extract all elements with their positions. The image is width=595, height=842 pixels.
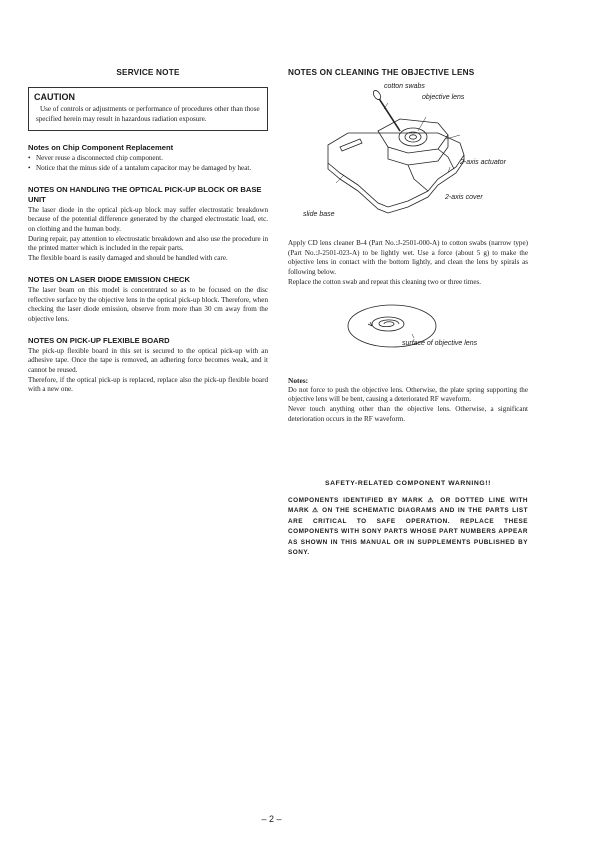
safety-body: COMPONENTS IDENTIFIED BY MARK ⚠ OR DOTTED LINE WITH MARK ⚠ ON THE SCHEMATIC DIAGRAMS AND IN THE PARTS LIST ARE CRITICAL TO SAFE OPERATION. REPLACE THESE COMPONENTS WITH SONY PARTS WHOSE PART NUMBERS APPEAR AS SHOWN IN THIS MANUAL OR IN SUPPLEMENTS PUBLISHED BY SONY. <box>288 497 528 557</box>
flexible-title: NOTES ON PICK-UP FLEXIBLE BOARD <box>28 335 170 345</box>
cleaning-title: NOTES ON CLEANING THE OBJECTIVE LENS <box>288 68 475 77</box>
handling-body-2: During repair, pay attention to electrostatic breakdown and also use the procedure in the printed matter which is included in the repair parts. <box>28 234 268 253</box>
flexible-body-2: Therefore, if the optical pick-up is replaced, replace also the pick-up flexible board with a new one. <box>28 375 268 394</box>
label-objective-lens: objective lens <box>422 94 465 101</box>
label-cotton-swabs: cotton swabs <box>384 83 425 90</box>
caution-body: Use of controls or adjustments or performance of procedures other than those specified herein may result in hazardous radiation exposure. <box>36 105 260 123</box>
left-column <box>28 68 268 406</box>
notes-body-1: Do not force to push the objective lens. Otherwise, the plate spring supporting the objective lens will be bent, causing a deteriorated RF waveform. <box>288 385 528 404</box>
flexible-body-1: The pick-up flexible board in this set is secured to the optical pick-up with an adhesive tape. Once the tape is removed, an adhering force becomes weak, and it cannot be reused. <box>28 346 268 375</box>
notes-title: Notes: <box>288 375 309 385</box>
safety-warning <box>288 480 528 558</box>
right-column <box>288 68 528 424</box>
flexible-section <box>28 336 268 396</box>
cleaning-body-1: Apply CD lens cleaner B-4 (Part No.:J-2501-000-A) to cotton swabs (narrow type) (Part No.:J-2501-023-A) to be lightly wet. Use a force (about 5 g) to make the objective lens in contact with the bottom lightly, and clean the lens by spirals as following below. <box>288 239 528 277</box>
label-surface-of-objective-lens: surface of objective lens <box>402 339 478 347</box>
handling-body-1: The laser diode in the optical pick-up block may suffer electrostatic breakdown because of the potential difference generated by the charged electrostatic load, etc. on clothing and the human body. <box>28 205 268 233</box>
handling-section <box>28 185 268 264</box>
list-item: • Notice that the minus side of a tantalum capacitor may be damaged by heat. <box>28 163 252 172</box>
handling-body-3: The flexible board is easily damaged and should be handled with care. <box>28 254 228 263</box>
service-note-title: SERVICE NOTE <box>116 68 180 77</box>
chip-title: Notes on Chip Component Replacement <box>28 143 174 153</box>
notes-body-2: Never touch anything other than the objective lens. Otherwise, a significant deterioration occurs in the RF waveform. <box>288 404 528 423</box>
label-slide-base: slide base <box>303 211 335 218</box>
caution-title: CAUTION <box>34 92 75 102</box>
caution-box <box>28 87 268 131</box>
lens-surface-figure <box>288 302 528 362</box>
safety-title: SAFETY-RELATED COMPONENT WARNING!! <box>324 480 492 487</box>
pickup-figure <box>288 83 528 233</box>
list-item: • Never reuse a disconnected chip component. <box>28 154 163 163</box>
lens-spiral-drawing <box>288 302 528 362</box>
cleaning-body-2: Replace the cotton swab and repeat this cleaning two or three times. <box>288 277 482 286</box>
label-2-axis-cover: 2-axis cover <box>445 194 483 201</box>
emission-title: NOTES ON LASER DIODE EMISSION CHECK <box>28 274 191 284</box>
emission-section <box>28 275 268 325</box>
chip-bullets <box>28 154 268 173</box>
page-number: – 2 – <box>261 814 282 824</box>
emission-body: The laser beam on this model is concentrated so as to be focused on the disc reflective surface by the objective lens in the optical pick-up block. Therefore, when checking the laser diode emission, observe from more than 30 cm away from the objective lens. <box>28 285 268 323</box>
label-2-axis-actuator: 2-axis actuator <box>460 159 506 166</box>
chip-section <box>28 143 268 173</box>
handling-title: NOTES ON HANDLING THE OPTICAL PICK-UP BLOCK OR BASE UNIT <box>28 184 262 204</box>
